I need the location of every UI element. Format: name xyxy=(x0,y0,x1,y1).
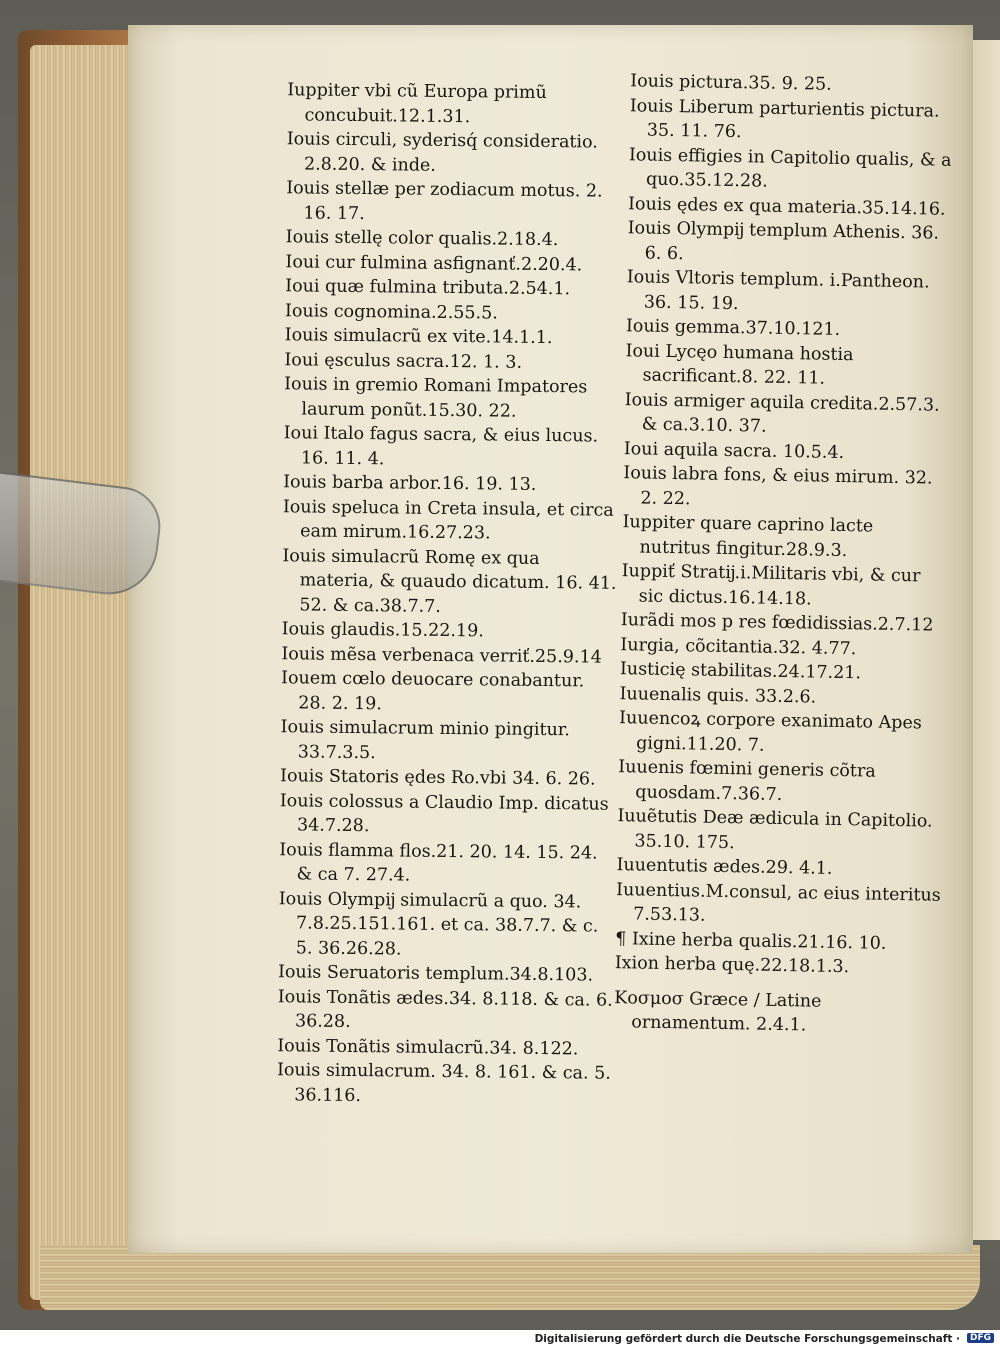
index-entry: Iouis mẽsa verbenaca verriť.25.9.14 xyxy=(281,643,602,668)
index-entry: Iusticię stabilitas.24.17.21. xyxy=(619,659,862,684)
index-entry: Iuuentutis ædes.29. 4.1. xyxy=(616,855,833,879)
index-entry: Iouis simulacrũ Romę ex qua materia, & quaudo dicatum. 16. 41. 52. & ca.38.7.7. xyxy=(282,545,617,617)
index-entry: Ioui cur fulmina asfignanť.2.20.4. xyxy=(285,251,583,275)
index-entry: Iouis Statoris ędes Ro.vbi 34. 6. 26. xyxy=(279,766,596,790)
index-entry: Iouis ędes ex qua materia.35.14.16. xyxy=(627,193,946,220)
index-entry: Iouis simulacrum minio pingitur. 33.7.3.5. xyxy=(280,717,570,763)
dfg-logo-badge: DFG xyxy=(967,1333,994,1343)
index-entry: Ioui quæ fulmina tributa.2.54.1. xyxy=(285,276,571,300)
index-entry: Iouis flamma flos.21. 20. 14. 15. 24. & ca 7. 27.4. xyxy=(279,839,598,886)
index-entry: Iouis Liberum parturientis pictura. 35. 11. 76. xyxy=(629,95,940,143)
index-entry: Iouis simulacrum. 34. 8. 161. & ca. 5. 36.116. xyxy=(276,1060,611,1106)
index-entry: Iouis Vltoris templum. i.Pantheon. 36. 15. 19. xyxy=(626,267,930,314)
index-entry: Iuppiter vbi cũ Europa primũ concubuit.12.1.31. xyxy=(287,80,547,127)
index-entry: Iouis stellę color qualis.2.18.4. xyxy=(285,227,559,251)
footer-bar xyxy=(0,1330,1000,1348)
index-entry: Iouis barba arbor.16. 19. 13. xyxy=(283,472,537,495)
index-column-left xyxy=(277,78,623,1110)
index-entry: Iuuentius.M.consul, ac eius interitus 7.53.13. xyxy=(615,879,941,926)
index-entry: Iuuenalis quis. 33.2.6. xyxy=(619,683,817,708)
index-entry: Iouis effigies in Capitolio qualis, & a quo.35.12.28. xyxy=(628,144,952,192)
index-entry: Iouis circuli, syderisq́ consideratio. 2.8.20. & inde. xyxy=(286,129,598,176)
index-entry: Iouis labra fons, & eius mirum. 32. 2. 22. xyxy=(623,463,933,509)
index-entry: Iouis Olympĳ templum Athenis. 36. 6. 6. xyxy=(627,218,940,264)
index-entry: Ioui aquila sacra. 10.5.4. xyxy=(623,438,845,463)
index-entry: Iouis gemma.37.10.121. xyxy=(625,316,841,340)
index-entry: ¶ Ixine herba qualis.21.16. 10. xyxy=(615,928,887,954)
index-entry: Iouis pictura.35. 9. 25. xyxy=(630,71,832,95)
page-edges xyxy=(30,45,140,1300)
index-entry: Iouem cœlo deuocare conabantur. 28. 2. 19. xyxy=(281,668,585,714)
index-entry: Iuuenis fœmini generis cõtra quosdam.7.36.7. xyxy=(618,757,876,805)
index-entry: Iouis stellæ per zodiacum motus. 2. 16. 17. xyxy=(286,178,603,224)
index-entry: Ioui ęsculus sacra.12. 1. 3. xyxy=(284,349,523,373)
bottom-page-edges xyxy=(40,1245,980,1310)
index-entry: Iouis Olympĳ simulacrũ a quo. 34. 7.8.25.151.161. et ca. 38.7.7. & c. 5. 36.26.28. xyxy=(278,888,599,960)
index-entry: Ioui Italo fagus sacra, & eius lucus. 16. 11. 4. xyxy=(283,423,599,469)
index-entry: Iouis in gremio Romani Impatores laurum ponũt.15.30. 22. xyxy=(284,374,588,422)
index-entry: Iuuencoꝝ corpore exanimato Apes gigni.11.20. 7. xyxy=(618,708,922,756)
index-entry: Ixion herba quę.22.18.1.3. xyxy=(614,953,850,978)
index-entry: Iouis colossus a Claudio Imp. dicatus 34.7.28. xyxy=(279,790,609,837)
index-column-right xyxy=(614,69,956,1040)
index-entry: Iouis Tonãtis ædes.34. 8.118. & ca. 6. 36.28. xyxy=(277,986,613,1032)
index-entry: Iurgia, cõcitantia.32. 4.77. xyxy=(620,634,857,659)
footer-credit: Digitalisierung gefördert durch die Deutsche Forschungsgemeinschaft · xyxy=(534,1333,960,1345)
index-entry: Iurãdi mos p res fœdidissias.2.7.12 xyxy=(620,610,934,636)
index-entry: Iuppiť Stratĳ.i.Militaris vbi, & cur sic dictus.16.14.18. xyxy=(621,561,921,609)
index-entry: Iouis armiger aquila credita.2.57.3. & ca.3.10. 37. xyxy=(624,389,940,437)
index-entry: Iouis cognomina.2.55.5. xyxy=(284,300,498,323)
index-entry-last: Κοσμοσ Græce / Latine ornamentum. 2.4.1. xyxy=(614,987,822,1036)
index-entry: Iouis simulacrũ ex vite.14.1.1. xyxy=(284,325,553,349)
index-entry: Iuuẽtutis Deæ ædicula in Capitolio. 35.10. 175. xyxy=(617,806,933,853)
index-entry: Iouis speluca in Creta insula, et circa eam mirum.16.27.23. xyxy=(282,496,614,544)
index-entry: Iuppiter quare caprino lacte nutritus fingitur.28.9.3. xyxy=(622,512,874,561)
index-entry: Iouis Seruatoris templum.34.8.103. xyxy=(277,962,594,986)
index-entry: Iouis Tonãtis simulacrũ.34. 8.122. xyxy=(277,1035,579,1059)
index-entry: Iouis glaudis.15.22.19. xyxy=(281,619,484,642)
index-entry: Ioui Lycęo humana hostia sacrificant.8. 22. 11. xyxy=(625,340,854,389)
